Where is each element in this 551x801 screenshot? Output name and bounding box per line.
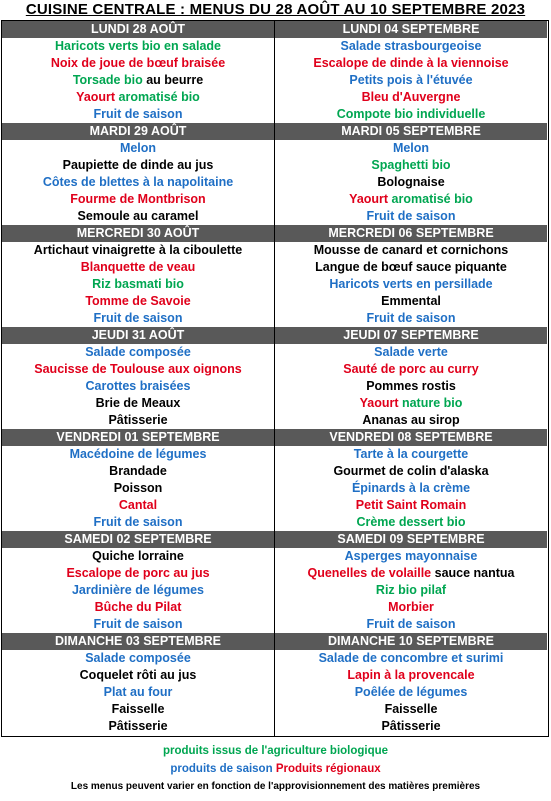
dish-line — [275, 718, 547, 735]
dish-line — [2, 293, 274, 310]
dish-text: Torsade bio — [72, 73, 143, 87]
dish-line — [2, 106, 274, 123]
dish-line — [275, 344, 547, 361]
day-header: MERCREDI 06 SEPTEMBRE — [275, 225, 547, 242]
dish-text: Brandade — [109, 464, 167, 478]
dish-text: aromatisé bio — [391, 192, 473, 206]
dish-text: Quiche lorraine — [92, 549, 184, 563]
dish-line — [275, 89, 547, 106]
dish-text: Crème dessert bio — [356, 515, 466, 529]
legend-note: Les menus peuvent varier en fonction de l'approvisionnement des matières premières — [70, 781, 481, 792]
dish-line — [275, 565, 547, 582]
dish-text: Petits pois à l'étuvée — [349, 73, 473, 87]
dish-text: Épinards à la crème — [351, 481, 471, 495]
dish-line — [275, 361, 547, 378]
day-block — [275, 531, 547, 633]
dish-line — [275, 463, 547, 480]
dish-line — [275, 38, 547, 55]
dish-line — [275, 157, 547, 174]
dish-line — [275, 208, 547, 225]
dish-line — [2, 480, 274, 497]
dish-text: Blanquette de veau — [80, 260, 196, 274]
dish-text: Bleu d'Auvergne — [361, 90, 461, 104]
day-header: VENDREDI 08 SEPTEMBRE — [275, 429, 547, 446]
dish-text: Fruit de saison — [93, 617, 183, 631]
dish-line — [275, 599, 547, 616]
dish-line — [2, 310, 274, 327]
dish-text: Plat au four — [103, 685, 173, 699]
legend-saison-regional — [0, 763, 551, 775]
dish-line — [275, 514, 547, 531]
dish-text: Emmental — [381, 294, 441, 308]
day-header: MARDI 29 AOÛT — [2, 123, 274, 140]
dish-text: Asperges mayonnaise — [344, 549, 478, 563]
dish-text: Compote bio individuelle — [336, 107, 486, 121]
day-header: DIMANCHE 03 SEPTEMBRE — [2, 633, 274, 650]
dish-text: Fruit de saison — [93, 515, 183, 529]
dish-line — [2, 157, 274, 174]
day-block — [275, 123, 547, 225]
dish-text: Faisselle — [384, 702, 438, 716]
day-block — [2, 327, 274, 429]
dish-text: Salade verte — [374, 345, 448, 359]
dish-line — [275, 684, 547, 701]
dish-text: Pommes rostis — [366, 379, 456, 393]
dish-line — [2, 548, 274, 565]
day-header: DIMANCHE 10 SEPTEMBRE — [275, 633, 547, 650]
day-header: SAMEDI 02 SEPTEMBRE — [2, 531, 274, 548]
dish-text: Artichaut vinaigrette à la ciboulette — [33, 243, 243, 257]
dish-line — [2, 259, 274, 276]
dish-text: Fruit de saison — [93, 311, 183, 325]
dish-line — [275, 701, 547, 718]
day-header: MARDI 05 SEPTEMBRE — [275, 123, 547, 140]
dish-text: sauce nantua — [431, 566, 515, 580]
dish-text: Sauté de porc au curry — [343, 362, 479, 376]
dish-text: Fourme de Montbrison — [70, 192, 206, 206]
dish-text: Bûche du Pilat — [94, 600, 182, 614]
dish-line — [275, 310, 547, 327]
dish-text: Poisson — [113, 481, 163, 495]
day-header: LUNDI 28 AOÛT — [2, 21, 274, 38]
dish-text: Pâtisserie — [108, 413, 168, 427]
dish-line — [275, 395, 547, 412]
dish-line — [2, 72, 274, 89]
dish-text: Spaghetti bio — [371, 158, 451, 172]
dish-line — [2, 140, 274, 157]
dish-line — [2, 718, 274, 735]
dish-line — [2, 497, 274, 514]
dish-text: Paupiette de dinde au jus — [62, 158, 214, 172]
dish-line — [2, 599, 274, 616]
dish-text: Tomme de Savoie — [85, 294, 191, 308]
dish-text: Faisselle — [111, 702, 165, 716]
dish-text: Salade de concombre et surimi — [318, 651, 504, 665]
dish-line — [275, 259, 547, 276]
dish-text: Riz basmati bio — [92, 277, 184, 291]
dish-line — [2, 565, 274, 582]
dish-line — [275, 582, 547, 599]
day-block — [2, 21, 274, 123]
dish-line — [2, 208, 274, 225]
dish-text: Noix de joue de bœuf braisée — [50, 56, 226, 70]
dish-text: Yaourt — [76, 90, 119, 104]
dish-text: Coquelet rôti au jus — [79, 668, 197, 682]
day-header: SAMEDI 09 SEPTEMBRE — [275, 531, 547, 548]
dish-text: Fruit de saison — [366, 209, 456, 223]
dish-text: Fruit de saison — [93, 107, 183, 121]
dish-text: Lapin à la provencale — [347, 668, 475, 682]
dish-text: Yaourt — [349, 192, 392, 206]
dish-line — [2, 55, 274, 72]
dish-text: Brie de Meaux — [95, 396, 181, 410]
day-header: MERCREDI 30 AOÛT — [2, 225, 274, 242]
dish-text: Fruit de saison — [366, 311, 456, 325]
day-block — [2, 633, 274, 735]
dish-line — [275, 667, 547, 684]
dish-line — [2, 684, 274, 701]
dish-line — [275, 174, 547, 191]
dish-line — [275, 72, 547, 89]
day-block — [2, 531, 274, 633]
dish-text: au beurre — [142, 73, 204, 87]
dish-text: Carottes braisées — [85, 379, 191, 393]
dish-text: Riz bio pilaf — [375, 583, 447, 597]
day-block — [275, 225, 547, 327]
dish-line — [2, 667, 274, 684]
dish-line — [275, 242, 547, 259]
dish-text: nature bio — [401, 396, 463, 410]
dish-line — [2, 395, 274, 412]
dish-line — [275, 191, 547, 208]
day-block — [275, 21, 547, 123]
dish-line — [2, 650, 274, 667]
dish-text: Quenelles de volaille — [307, 566, 432, 580]
dish-text: Jardinière de légumes — [71, 583, 204, 597]
dish-line — [275, 480, 547, 497]
legend-saison: produits de saison — [170, 763, 273, 775]
dish-text: Haricots verts en persillade — [329, 277, 493, 291]
day-header: JEUDI 31 AOÛT — [2, 327, 274, 344]
dish-text: Fruit de saison — [366, 617, 456, 631]
dish-text: Morbier — [388, 600, 434, 614]
day-block — [2, 429, 274, 531]
dish-line — [275, 412, 547, 429]
dish-text: Macédoine de légumes — [69, 447, 207, 461]
dish-text: Melon — [119, 141, 157, 155]
dish-line — [275, 378, 547, 395]
dish-line — [2, 174, 274, 191]
dish-text: Semoule au caramel — [77, 209, 199, 223]
dish-line — [2, 38, 274, 55]
dish-line — [2, 616, 274, 633]
dish-text: Côtes de blettes à la napolitaine — [42, 175, 234, 189]
dish-text: Melon — [392, 141, 430, 155]
dish-text: Yaourt — [359, 396, 402, 410]
day-header: LUNDI 04 SEPTEMBRE — [275, 21, 547, 38]
dish-line — [2, 276, 274, 293]
dish-text: Ananas au sirop — [362, 413, 460, 427]
day-block — [2, 123, 274, 225]
dish-line — [2, 191, 274, 208]
dish-line — [2, 361, 274, 378]
dish-line — [275, 497, 547, 514]
menu-grid — [1, 20, 549, 737]
dish-text: aromatisé bio — [118, 90, 200, 104]
dish-line — [2, 582, 274, 599]
day-block — [275, 633, 547, 735]
dish-line — [275, 293, 547, 310]
dish-text: Cantal — [118, 498, 158, 512]
dish-line — [2, 463, 274, 480]
dish-text: Langue de bœuf sauce piquante — [315, 260, 507, 274]
dish-line — [275, 446, 547, 463]
dish-text: Salade composée — [85, 651, 191, 665]
dish-line — [2, 89, 274, 106]
day-block — [2, 225, 274, 327]
dish-text: Saucisse de Toulouse aux oignons — [34, 362, 242, 376]
dish-line — [2, 514, 274, 531]
dish-text: Mousse de canard et cornichons — [313, 243, 509, 257]
dish-line — [275, 106, 547, 123]
dish-text: Salade composée — [85, 345, 191, 359]
page-title: CUISINE CENTRALE : MENUS DU 28 AOÛT AU 10 SEPTEMBRE 2023 — [25, 1, 526, 18]
dish-text: Bolognaise — [377, 175, 445, 189]
dish-line — [2, 344, 274, 361]
day-block — [275, 429, 547, 531]
dish-line — [2, 378, 274, 395]
legend-regional: Produits régionaux — [275, 763, 381, 775]
dish-line — [2, 242, 274, 259]
dish-text: Pâtisserie — [108, 719, 168, 733]
day-header: JEUDI 07 SEPTEMBRE — [275, 327, 547, 344]
dish-line — [2, 701, 274, 718]
dish-line — [275, 650, 547, 667]
dish-line — [275, 55, 547, 72]
day-header: VENDREDI 01 SEPTEMBRE — [2, 429, 274, 446]
dish-text: Escalope de porc au jus — [66, 566, 210, 580]
dish-line — [275, 548, 547, 565]
dish-text: Pâtisserie — [381, 719, 441, 733]
legend-bio: produits issus de l'agriculture biologique — [162, 745, 389, 757]
dish-line — [275, 276, 547, 293]
dish-text: Escalope de dinde à la viennoise — [313, 56, 509, 70]
dish-line — [2, 412, 274, 429]
dish-line — [275, 140, 547, 157]
day-block — [275, 327, 547, 429]
dish-line — [2, 446, 274, 463]
dish-line — [275, 616, 547, 633]
dish-text: Haricots verts bio en salade — [54, 39, 222, 53]
dish-text: Gourmet de colin d'alaska — [333, 464, 489, 478]
dish-text: Salade strasbourgeoise — [340, 39, 482, 53]
dish-text: Poêlée de légumes — [354, 685, 468, 699]
dish-text: Petit Saint Romain — [355, 498, 467, 512]
dish-text: Tarte à la courgette — [353, 447, 469, 461]
